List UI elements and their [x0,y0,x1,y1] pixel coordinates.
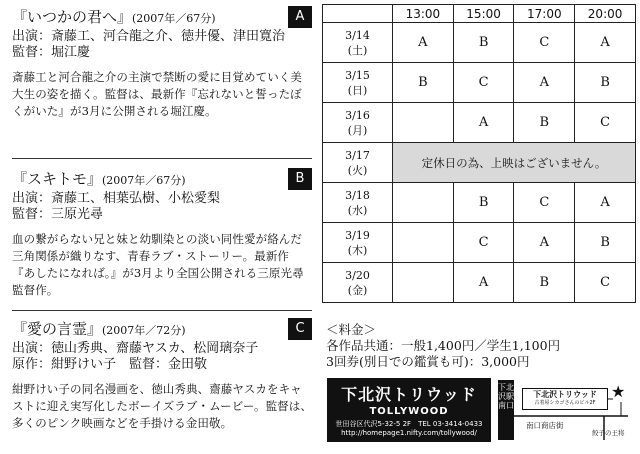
slot-cell [393,223,454,263]
access-map [496,376,636,444]
time-header: 20:00 [575,5,636,23]
star-icon: ★ [611,382,626,401]
film-badge: C [288,318,312,340]
time-header: 15:00 [453,5,514,23]
slot-cell [393,183,454,223]
date-cell: 3/16 (月) [323,103,393,143]
street-label: 南口商店街 [526,421,564,430]
time-header: 13:00 [393,5,454,23]
film-title: 『いつかの君へ』(2007年／67分) [12,8,216,26]
slot-cell: A [575,183,636,223]
film-badge: A [288,6,312,28]
date-cell: 3/17 (火) [323,143,393,183]
film-credits: 出演：斎藤工、相葉弘樹、小松愛梨 監督：三原光尋 [12,191,221,222]
slot-cell: B [575,63,636,103]
schedule-row [323,23,636,63]
film-badge: B [288,168,312,190]
landmark-label: 餃子の王将 [592,429,625,437]
schedule-row-closed [323,143,636,183]
slot-cell: B [514,103,575,143]
slot-cell: A [453,263,514,303]
slot-cell: C [514,183,575,223]
slot-cell: B [514,263,575,303]
slot-cell: A [514,63,575,103]
slot-cell: A [575,23,636,63]
film-description: 斎藤工と河合龍之介の主演で禁断の愛に目覚めていく美大生の姿を描く。監督は、最新作『忘れないと誓ったぼくがいた』が3月に公開される堀江慶。 [12,70,302,118]
schedule-header-row [323,5,636,23]
price-info [326,322,626,370]
time-header: 17:00 [514,5,575,23]
slot-cell: A [514,223,575,263]
film-b [12,168,312,299]
price-line: 各作品共通：一般1,400円／学生1,100円 [326,338,561,353]
slot-cell: C [514,23,575,63]
shop-label: 下北沢トリウッド 古着屋シカゴさんのビル2F [522,388,608,410]
slot-cell: C [453,223,514,263]
slot-cell: B [393,63,454,103]
film-title: 『愛の言霊』(2007年／72分) [12,320,186,338]
divider [12,310,312,311]
slot-cell: A [453,103,514,143]
station-label: 下北沢駅南口 [498,380,514,440]
theater-name: 下北沢トリウッド [341,385,477,404]
slot-cell: B [453,183,514,223]
date-cell: 3/14 (土) [323,23,393,63]
date-cell: 3/15 (日) [323,63,393,103]
schedule-row [323,263,636,303]
schedule-row [323,183,636,223]
slot-cell: C [453,63,514,103]
date-cell: 3/20 (金) [323,263,393,303]
slot-cell [393,263,454,303]
price-line: 3回券(別日での鑑賞も可)：3,000円 [326,354,530,369]
film-c [12,318,312,432]
slot-cell [393,103,454,143]
theater-logo [327,378,491,442]
schedule-corner [323,5,393,23]
film-credits: 出演：斎藤工、河合龍之介、徳井優、津田寛治 監督：堀江慶 [12,29,286,60]
theater-name-en: TOLLYWOOD [369,406,449,417]
film-description: 紺野けい子の同名漫画を、徳山秀典、齋藤ヤスカをキャストに迎え実写化したボーイズラブ・ムービー。監督は、多くのピンク映画などを手掛ける金田敬。 [12,382,312,430]
film-a [12,6,312,120]
schedule-row [323,223,636,263]
film-title: 『スキトモ』(2007年／67分) [12,170,186,188]
slot-cell: B [453,23,514,63]
film-credits: 出演：徳山秀典、齋藤ヤスカ、松岡璃奈子 原作：紺野けい子 監督：金田敬 [12,341,259,372]
price-heading: ＜料金＞ [326,322,377,337]
divider [12,158,312,159]
date-cell: 3/19 (木) [323,223,393,263]
closed-notice: 定休日の為、上映はございません。 [393,143,636,183]
schedule-table [322,4,636,303]
slot-cell: A [393,23,454,63]
slot-cell: C [575,263,636,303]
slot-cell: B [575,223,636,263]
schedule-row [323,63,636,103]
film-list [0,0,318,454]
theater-address: 世田谷区代沢5-32-5 2F TEL 03-3414-0433 http://homepage1.nifty.com/tollywood/ [335,420,483,437]
film-description: 血の繋がらない兄と妹と幼馴染との淡い同性愛が絡んだ三角関係が織りなす、青春ラブ・ストーリー。最新作『あしたになれば。』が3月より全国公開される三原光尋監督作。 [12,232,304,297]
date-cell: 3/18 (水) [323,183,393,223]
schedule-row [323,103,636,143]
slot-cell: C [575,103,636,143]
